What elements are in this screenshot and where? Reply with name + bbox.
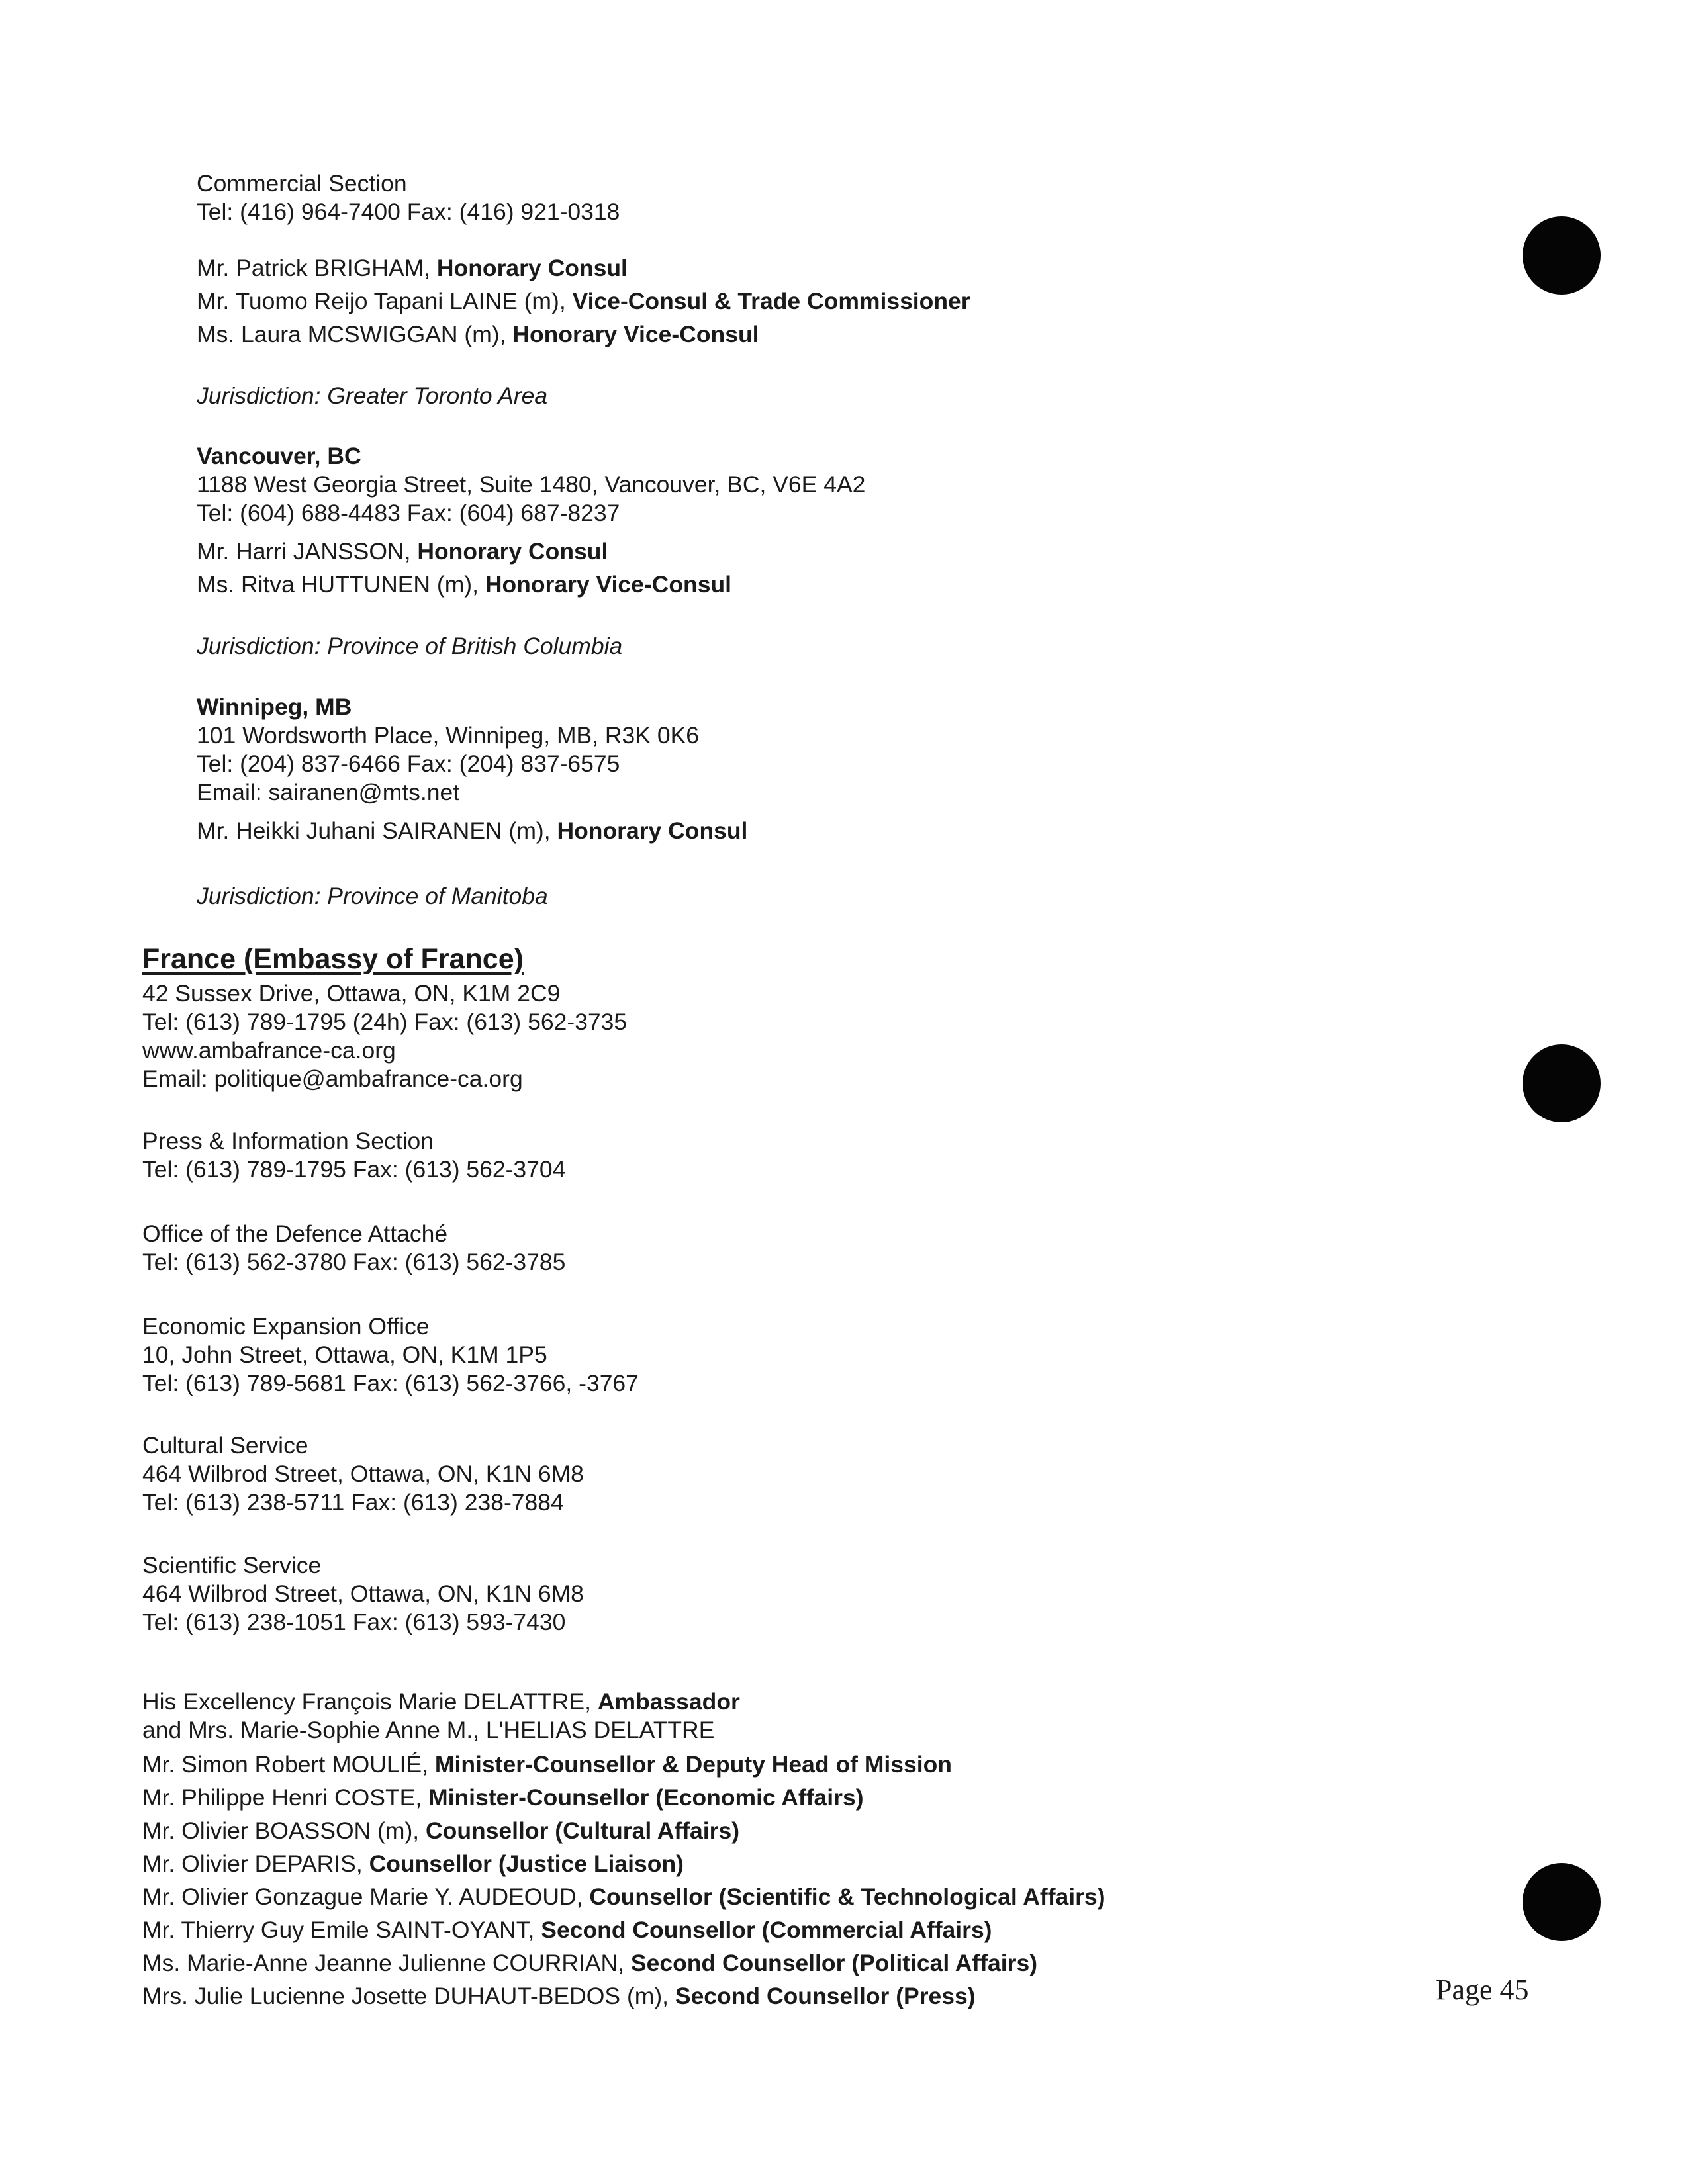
- section-line: 10, John Street, Ottawa, ON, K1M 1P5: [142, 1342, 547, 1368]
- person-entry: [197, 285, 970, 318]
- section-line: Tel: (613) 789-5681 Fax: (613) 562-3766, -3767: [142, 1370, 639, 1396]
- person-name: Mr. Thierry Guy Emile SAINT-OYANT,: [142, 1917, 541, 1943]
- address: 42 Sussex Drive, Ottawa, ON, K1M 2C9: [142, 980, 561, 1007]
- section-line: Tel: (613) 789-1795 Fax: (613) 562-3704: [142, 1156, 566, 1183]
- punch-hole-top: [1523, 216, 1601, 295]
- person-name: Mr. Simon Robert MOULIÉ,: [142, 1751, 435, 1778]
- vancouver-jurisdiction: [197, 632, 622, 660]
- section-line: 464 Wilbrod Street, Ottawa, ON, K1N 6M8: [142, 1580, 584, 1607]
- person-title: Minister-Counsellor & Deputy Head of Mission: [434, 1751, 952, 1778]
- toronto-jurisdiction: [197, 382, 547, 410]
- person-entry: [197, 814, 747, 847]
- ambassador-entry: [142, 1688, 740, 1716]
- person-title: Second Counsellor (Press): [675, 1983, 976, 2009]
- france-heading: France (Embassy of France): [142, 943, 524, 975]
- person-name: Ms. Laura MCSWIGGAN (m),: [197, 321, 513, 347]
- vancouver-block: [197, 442, 865, 527]
- person-entry: [197, 251, 970, 285]
- press-section: [142, 1127, 565, 1184]
- person-entry: [142, 1946, 1105, 1979]
- person-entry: [142, 1814, 1105, 1847]
- city-heading: [197, 442, 865, 471]
- person-title: Counsellor (Scientific & Technological Affairs): [589, 1884, 1105, 1910]
- website: www.ambafrance-ca.org: [142, 1037, 396, 1064]
- person-title: Honorary Vice-Consul: [485, 571, 732, 598]
- person-name: Mr. Heikki Juhani SAIRANEN (m),: [197, 817, 557, 844]
- person-title: Second Counsellor (Political Affairs): [630, 1950, 1038, 1976]
- email: Email: sairanen@mts.net: [197, 779, 460, 805]
- person-title: Second Counsellor (Commercial Affairs): [541, 1917, 992, 1943]
- jurisdiction-text: Jurisdiction: Greater Toronto Area: [197, 383, 548, 409]
- jurisdiction-text: Jurisdiction: Province of Manitoba: [197, 883, 548, 909]
- address: 1188 West Georgia Street, Suite 1480, Vancouver, BC, V6E 4A2: [197, 471, 866, 498]
- person-entry: [197, 568, 731, 601]
- person-title: Honorary Consul: [436, 255, 628, 281]
- person-name: Ms. Marie-Anne Jeanne Julienne COURRIAN,: [142, 1950, 631, 1976]
- email: Email: politique@ambafrance-ca.org: [142, 1066, 523, 1092]
- person-name: Mr. Olivier Gonzague Marie Y. AUDEOUD,: [142, 1884, 590, 1910]
- winnipeg-people: [197, 814, 747, 847]
- punch-hole-middle: [1523, 1044, 1601, 1122]
- person-entry: [142, 1781, 1105, 1814]
- person-title: Honorary Consul: [417, 538, 608, 565]
- economic-expansion-section: [142, 1312, 639, 1398]
- person-entry: [142, 1880, 1105, 1913]
- city-name: Vancouver, BC: [197, 443, 361, 469]
- person-entry: [142, 1979, 1105, 2013]
- section-line: Tel: (613) 238-1051 Fax: (613) 593-7430: [142, 1609, 566, 1635]
- person-name: Mr. Olivier DEPARIS,: [142, 1850, 369, 1877]
- person-title: Vice-Consul & Trade Commissioner: [572, 288, 970, 314]
- person-name: Ms. Ritva HUTTUNEN (m),: [197, 571, 485, 598]
- france-staff-list: [142, 1748, 1105, 2013]
- tel-fax: Tel: (204) 837-6466 Fax: (204) 837-6575: [197, 751, 620, 777]
- toronto-commercial-block: [197, 169, 620, 226]
- ambassador-block: [142, 1688, 740, 1745]
- section-name: Economic Expansion Office: [142, 1313, 430, 1340]
- cultural-service-section: [142, 1432, 584, 1517]
- person-name: Mr. Olivier BOASSON (m),: [142, 1817, 426, 1844]
- toronto-people: [197, 251, 970, 351]
- person-entry: [142, 1748, 1105, 1781]
- person-name: Mr. Harri JANSSON,: [197, 538, 418, 565]
- defence-attache-section: [142, 1220, 565, 1277]
- person-name: Mrs. Julie Lucienne Josette DUHAUT-BEDOS (m),: [142, 1983, 675, 2009]
- ambassador-spouse: and Mrs. Marie-Sophie Anne M., L'HELIAS DELATTRE: [142, 1717, 715, 1743]
- section-name: Office of the Defence Attaché: [142, 1220, 448, 1247]
- person-name: Mr. Philippe Henri COSTE,: [142, 1784, 429, 1811]
- person-entry: [142, 1847, 1105, 1880]
- city-heading: [197, 693, 699, 721]
- person-entry: [142, 1913, 1105, 1946]
- vancouver-people: [197, 535, 731, 601]
- section-name: Press & Information Section: [142, 1128, 434, 1154]
- france-contact: [142, 979, 627, 1093]
- jurisdiction-text: Jurisdiction: Province of British Columbia: [197, 633, 623, 659]
- person-title: Counsellor (Cultural Affairs): [426, 1817, 740, 1844]
- person-title: Counsellor (Justice Liaison): [369, 1850, 684, 1877]
- scientific-service-section: [142, 1551, 584, 1637]
- punch-hole-bottom: [1523, 1863, 1601, 1941]
- person-entry: [197, 318, 970, 351]
- city-name: Winnipeg, MB: [197, 694, 352, 720]
- winnipeg-block: [197, 693, 699, 807]
- commercial-section-label: Commercial Section: [197, 170, 407, 197]
- person-title: Honorary Vice-Consul: [512, 321, 759, 347]
- address: 101 Wordsworth Place, Winnipeg, MB, R3K 0K6: [197, 722, 700, 749]
- section-name: Scientific Service: [142, 1552, 322, 1578]
- person-name: Mr. Tuomo Reijo Tapani LAINE (m),: [197, 288, 573, 314]
- person-name: Mr. Patrick BRIGHAM,: [197, 255, 437, 281]
- person-title: Honorary Consul: [557, 817, 748, 844]
- person-title: Ambassador: [597, 1688, 740, 1715]
- section-line: 464 Wilbrod Street, Ottawa, ON, K1N 6M8: [142, 1461, 584, 1487]
- section-line: Tel: (613) 238-5711 Fax: (613) 238-7884: [142, 1489, 564, 1516]
- person-name: His Excellency François Marie DELATTRE,: [142, 1688, 598, 1715]
- section-name: Cultural Service: [142, 1432, 308, 1459]
- section-line: Tel: (613) 562-3780 Fax: (613) 562-3785: [142, 1249, 566, 1275]
- commercial-section-tel: Tel: (416) 964-7400 Fax: (416) 921-0318: [197, 199, 620, 225]
- person-entry: [197, 535, 731, 568]
- winnipeg-jurisdiction: [197, 882, 548, 911]
- tel-fax: Tel: (604) 688-4483 Fax: (604) 687-8237: [197, 500, 620, 526]
- person-title: Minister-Counsellor (Economic Affairs): [428, 1784, 864, 1811]
- tel-fax: Tel: (613) 789-1795 (24h) Fax: (613) 562-3735: [142, 1009, 628, 1035]
- page-number: Page 45: [1436, 1974, 1529, 2006]
